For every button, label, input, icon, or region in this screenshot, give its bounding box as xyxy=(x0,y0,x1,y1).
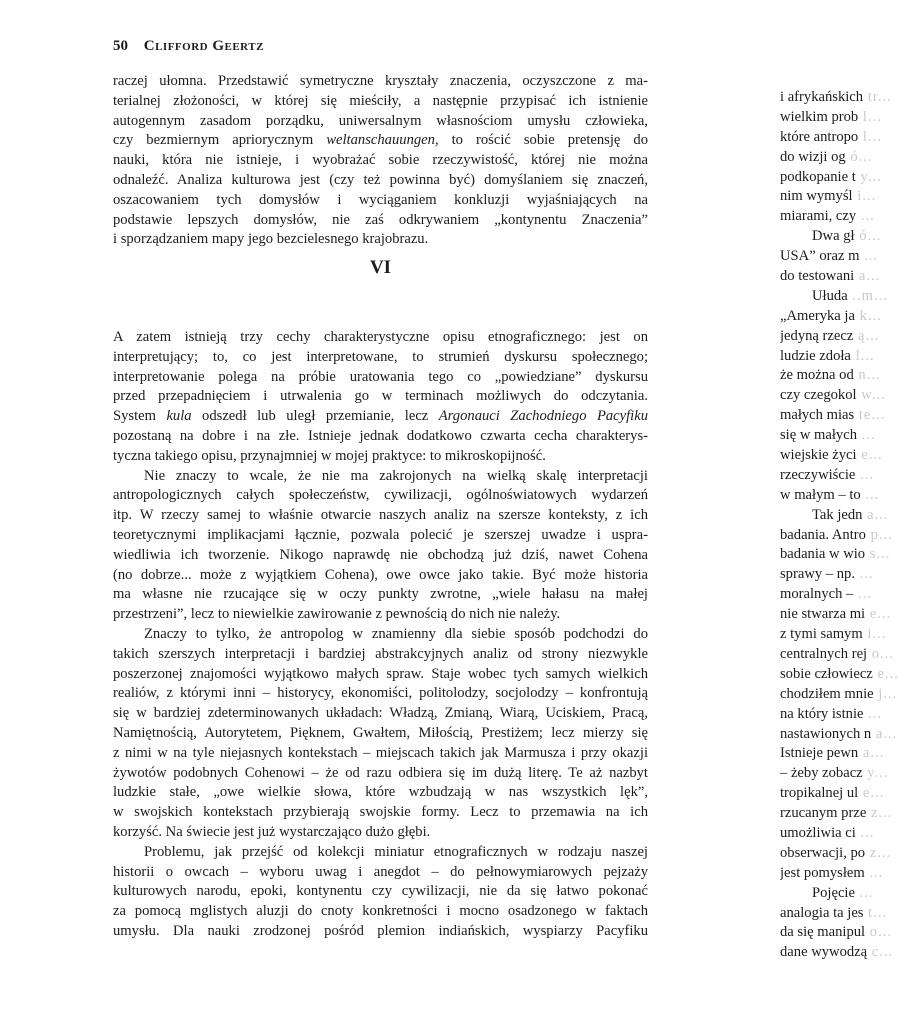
text-segment: z nimi w na tyle niejasnych kontekstach – miejscach takich jak Marmusza i przy okazji xyxy=(113,744,648,761)
text-segment: czy bezmiernym apriorycznym xyxy=(113,132,327,149)
fragment-text: się w małych xyxy=(780,427,858,444)
fragment-cutoff: p... xyxy=(865,526,893,543)
facing-page-fragment xyxy=(780,88,918,963)
text-segment: umysłu. Dla nauki zrodzonej pośród plemion indiańskich, wyspiarzy Pacyfiku xyxy=(113,922,648,939)
fragment-text: Dwa gł xyxy=(812,228,855,245)
text-line xyxy=(113,211,648,231)
text-line xyxy=(113,151,648,171)
fragment-cutoff: ... xyxy=(855,566,874,583)
text-segment: pozostaną na dobre i na złe. Istnieje jednak dodatkowo czwarta cecha charakterys- xyxy=(113,427,648,444)
fragment-text: centralnych rej xyxy=(780,645,868,662)
fragment-cutoff: a... xyxy=(871,725,898,742)
fragment-line xyxy=(780,526,918,546)
fragment-cutoff: w... xyxy=(856,387,886,404)
text-segment: System xyxy=(113,408,167,425)
fragment-text: nastawionych n xyxy=(780,725,872,742)
fragment-cutoff: ... xyxy=(853,586,872,603)
text-segment: oszacowaniem tych domysłów i wyciąganiem konkluzji wyjaśniających na xyxy=(113,191,648,208)
text-segment: kulturowych narodu, epoki, kontynentu czy cywilizacji, nie da się łatwo pokonać xyxy=(113,883,648,900)
text-segment: i sporządzaniem mapy jego bezcielesnego krajobrazu. xyxy=(113,231,429,248)
fragment-text: moralnych – xyxy=(780,586,854,603)
text-line xyxy=(113,585,648,605)
fragment-cutoff: ... xyxy=(863,705,883,722)
text-line xyxy=(113,467,648,487)
fragment-line xyxy=(780,506,918,526)
fragment-cutoff: ó... xyxy=(845,148,873,165)
text-line xyxy=(113,882,648,902)
text-segment: ma własne nie rzucające się w oczy punkty zwrotne, „wiele hałasu na małej xyxy=(113,586,648,603)
text-line xyxy=(113,447,648,467)
fragment-text: rzucanym prze xyxy=(780,805,867,822)
fragment-cutoff: ... xyxy=(859,248,879,265)
text-segment: korzyść. Na świecie jest już wystarczająco dużo głębi. xyxy=(113,823,431,840)
text-line xyxy=(113,863,648,883)
fragment-line xyxy=(780,864,918,884)
fragment-line xyxy=(780,187,918,207)
fragment-cutoff: ą... xyxy=(853,327,880,344)
fragment-line xyxy=(780,645,918,665)
fragment-text: że można od xyxy=(780,367,854,384)
fragment-cutoff: k... xyxy=(854,307,882,324)
paragraph-intro xyxy=(113,72,648,250)
fragment-cutoff: ... xyxy=(855,466,874,483)
fragment-cutoff: a... xyxy=(854,268,881,285)
fragment-line xyxy=(780,446,918,466)
fragment-text: małych mias xyxy=(780,407,855,424)
text-segment: takich szerszych interpretacji i bardziej abstrakcyjnych analiz od strony niezwykle xyxy=(113,645,648,662)
fragment-cutoff: a... xyxy=(862,506,889,523)
text-line xyxy=(113,665,648,685)
text-segment: , to rościć sobie pretensję do xyxy=(434,132,648,149)
fragment-text: podkopanie t xyxy=(780,168,856,185)
fragment-line xyxy=(780,565,918,585)
text-segment: raczej ułomna. Przedstawić symetryczne kryształy znaczenia, oczyszczone z ma- xyxy=(113,73,648,89)
fragment-line xyxy=(780,764,918,784)
text-segment: przed przepadnięciem i utrwalenia go w terminach możliwych do odczytania. xyxy=(113,388,648,405)
fragment-cutoff: e... xyxy=(865,606,892,623)
fragment-cutoff: i... xyxy=(852,188,877,205)
fragment-line xyxy=(780,386,918,406)
fragment-line xyxy=(780,486,918,506)
fragment-line xyxy=(780,267,918,287)
text-segment: Namiętnością, Autorytetem, Pięknem, Gwałtem, Miłością, Prestiżem; lecz mierzy się xyxy=(113,724,648,741)
fragment-text: rzeczywiście xyxy=(780,466,856,483)
fragment-cutoff: ... xyxy=(854,884,874,901)
text-line xyxy=(113,843,648,863)
text-line xyxy=(113,191,648,211)
fragment-line xyxy=(780,665,918,685)
fragment-text: wielkim prob xyxy=(780,108,859,125)
text-line xyxy=(113,171,648,191)
text-line xyxy=(113,645,648,665)
fragment-text: do wizji og xyxy=(780,148,846,165)
fragment-text: w małym – to xyxy=(780,486,861,503)
text-line xyxy=(113,803,648,823)
fragment-text: i afrykańskich xyxy=(780,89,864,105)
fragment-cutoff: e... xyxy=(872,665,899,682)
fragment-text: miarami, czy xyxy=(780,208,857,225)
text-line xyxy=(113,92,648,112)
text-line xyxy=(113,427,648,447)
fragment-line xyxy=(780,108,918,128)
text-line xyxy=(113,407,648,427)
fragment-cutoff: n... xyxy=(853,367,881,384)
fragment-text: tropikalnej ul xyxy=(780,785,859,802)
fragment-text: sprawy – np. xyxy=(780,566,855,583)
fragment-text: z tymi samym xyxy=(780,626,863,643)
fragment-line xyxy=(780,148,918,168)
text-segment: autogennym zasadom porządku, uniwersalnym własnościom umysłu człowieka, xyxy=(113,112,648,129)
fragment-text: analogia ta jes xyxy=(780,904,864,921)
fragment-text: które antropo xyxy=(780,128,859,145)
text-segment: Problemu, jak przejść od kolekcji miniatur etnograficznych w rodzaju naszej xyxy=(144,843,648,860)
text-line xyxy=(113,348,648,368)
text-segment: interpretujący; to, co jest interpretowane, to strumień dyskursu społecznego; xyxy=(113,348,648,365)
fragment-line xyxy=(780,366,918,386)
fragment-text: jest pomysłem xyxy=(780,864,865,881)
text-segment: żywotów podobnych Cohenowi – że od razu odbiera się im dużą literę. Te aż nazbyt xyxy=(113,764,648,781)
fragment-text: wiejskie życi xyxy=(780,447,857,464)
text-segment: historii o owcach – wyboru uwag i anegdot – do pełnowymiarowych pejzaży xyxy=(113,863,648,880)
fragment-text: „Ameryka ja xyxy=(780,307,855,324)
italic-term: kula xyxy=(166,408,192,425)
fragment-line xyxy=(780,347,918,367)
fragment-cutoff: z... xyxy=(865,844,892,861)
text-line xyxy=(113,526,648,546)
fragment-line xyxy=(780,923,918,943)
italic-term: weltanschauungen xyxy=(326,132,435,149)
fragment-text: umożliwia ci xyxy=(780,824,856,841)
fragment-text: dane wywodzą xyxy=(780,944,868,961)
text-segment: realiów, z którymi inni – historycy, ekonomiści, politolodzy, socjolodzy – konfrontują xyxy=(113,685,648,702)
text-segment: podstawie lepszych domysłów, nie zaś odkrywaniem „kontynentu Znaczenia” xyxy=(113,211,648,228)
fragment-line xyxy=(780,128,918,148)
text-line xyxy=(113,387,648,407)
fragment-text: badania w wio xyxy=(780,546,866,563)
fragment-text: da się manipul xyxy=(780,924,866,941)
text-line xyxy=(113,368,648,388)
fragment-text: – żeby zobacz xyxy=(780,765,863,782)
fragment-text: jedyną rzecz xyxy=(780,327,854,344)
fragment-line xyxy=(780,247,918,267)
text-line xyxy=(113,605,648,625)
italic-term: Argonauci Zachodniego Pacyfiku xyxy=(438,408,649,425)
fragment-line xyxy=(780,466,918,486)
fragment-cutoff: o... xyxy=(865,924,893,941)
text-line xyxy=(113,328,648,348)
text-segment: Nie znaczy to wcale, że nie ma zakrojonych na wielką skalę interpretacji xyxy=(144,467,648,484)
text-segment: A zatem istnieją trzy cechy charakterystyczne opisu etnograficznego: jest on xyxy=(113,329,648,345)
text-segment: w swojskich kontekstach przybierają swojskie formy. Lecz to przemawia na ich xyxy=(113,804,648,821)
fragment-text: Pojęcie xyxy=(812,884,855,901)
fragment-line xyxy=(780,307,918,327)
text-segment: antropologicznych całych społeczeństw, cywilizacji, ogólnoświatowych wydarzeń xyxy=(113,487,648,504)
text-segment: poszerzonej znajomości wyjątkowo małych spraw. Staje wobec tych samych wielkich xyxy=(113,665,648,682)
fragment-text: Istnieje pewn xyxy=(780,745,859,762)
fragment-cutoff: ... xyxy=(855,824,875,841)
text-segment: tyczna takiego opisu, przynajmniej w mojej praktyce: to mikroskopijność. xyxy=(113,447,546,464)
fragment-cutoff: tr... xyxy=(863,89,892,105)
section-body xyxy=(113,328,648,942)
fragment-text: Ułuda xyxy=(812,287,848,304)
fragment-line xyxy=(780,844,918,864)
fragment-line xyxy=(780,168,918,188)
text-line xyxy=(113,625,648,645)
fragment-cutoff: j... xyxy=(873,685,898,702)
text-line xyxy=(113,486,648,506)
text-segment: (no dobrze... może z wyjątkiem Cohena), owe owce jako takie. Być może historia xyxy=(113,566,648,583)
fragment-text: obserwacji, po xyxy=(780,844,866,861)
running-header xyxy=(113,38,264,55)
fragment-text: Tak jedn xyxy=(812,506,863,523)
fragment-line xyxy=(780,884,918,904)
page-number: 50 xyxy=(113,38,128,54)
text-segment: się w bardziej zdeterminowanych układach: Władzą, Zmianą, Wiarą, Uciskiem, Pracą, xyxy=(113,705,648,722)
fragment-line xyxy=(780,725,918,745)
running-header-author: Clifford Geertz xyxy=(143,38,264,54)
fragment-cutoff: c... xyxy=(867,944,894,961)
fragment-line xyxy=(780,744,918,764)
text-line xyxy=(113,546,648,566)
text-segment: przestrzeni”, lecz to niewielkie zawirowanie z pewnością do nich nie należy. xyxy=(113,606,561,623)
fragment-cutoff: e... xyxy=(858,785,885,802)
fragment-line xyxy=(780,625,918,645)
fragment-line xyxy=(780,207,918,227)
fragment-cutoff: ..m... xyxy=(847,287,888,304)
fragment-cutoff: ó... xyxy=(854,228,882,245)
fragment-text: USA” oraz m xyxy=(780,248,860,265)
fragment-text: do testowani xyxy=(780,268,855,285)
fragment-line xyxy=(780,287,918,307)
fragment-text: sobie człowiecz xyxy=(780,665,873,682)
fragment-text: nie stwarza mi xyxy=(780,606,866,623)
fragment-cutoff: z... xyxy=(866,805,893,822)
text-line xyxy=(113,506,648,526)
text-line xyxy=(113,112,648,132)
fragment-line xyxy=(780,585,918,605)
fragment-line xyxy=(780,605,918,625)
text-line xyxy=(113,724,648,744)
text-segment: nauki, która nie istnieje, i wyobrażać sobie rzeczywistość, której nie można xyxy=(113,152,648,169)
fragment-cutoff: te... xyxy=(854,407,886,424)
fragment-cutoff: s... xyxy=(865,546,891,563)
text-line xyxy=(113,230,648,250)
text-line xyxy=(113,764,648,784)
fragment-cutoff: l... xyxy=(850,347,875,364)
text-segment: odnaleźć. Analiza kulturowa jest (czy też powinna być) domyślaniem się znaczeń, xyxy=(113,171,648,188)
fragment-cutoff: l... xyxy=(858,108,882,125)
fragment-cutoff: a... xyxy=(858,745,885,762)
text-line xyxy=(113,902,648,922)
fragment-line xyxy=(780,824,918,844)
fragment-cutoff: l... xyxy=(858,128,882,145)
fragment-line xyxy=(780,904,918,924)
fragment-cutoff: i... xyxy=(862,626,887,643)
fragment-line xyxy=(780,943,918,963)
fragment-text: ludzie zdoła xyxy=(780,347,851,364)
fragment-text: chodziłem mnie xyxy=(780,685,874,702)
text-segment: terialnej złożoności, w której się mieściły, a następnie przypisać ich istnienie xyxy=(113,92,648,109)
text-segment: itp. W rzeczy samej to właśnie otwarcie naszych analiz na szersze konteksty, z ich xyxy=(113,507,648,524)
section-heading: VI xyxy=(369,257,392,278)
fragment-line xyxy=(780,705,918,725)
fragment-line xyxy=(780,784,918,804)
text-segment: wiedliwia ich tworzenie. Nikogo naprawdę nie obchodzą już dziś, nawet Cohena xyxy=(113,546,648,563)
text-line xyxy=(113,566,648,586)
text-line xyxy=(113,684,648,704)
fragment-line xyxy=(780,406,918,426)
fragment-cutoff: ... xyxy=(857,427,876,444)
text-line xyxy=(113,131,648,151)
fragment-cutoff: y... xyxy=(855,168,882,185)
fragment-line xyxy=(780,327,918,347)
text-line xyxy=(113,823,648,843)
fragment-cutoff: t... xyxy=(863,904,888,921)
fragment-cutoff: e... xyxy=(856,447,883,464)
text-segment: Znaczy to tylko, że antropolog w znamienny dla siebie sposób podchodzi do xyxy=(144,625,648,642)
fragment-line xyxy=(780,804,918,824)
fragment-cutoff: ... xyxy=(856,208,875,225)
text-line xyxy=(113,744,648,764)
fragment-cutoff: y... xyxy=(862,765,889,782)
fragment-line xyxy=(780,227,918,247)
text-segment: ludzkie stałe, „owe wielkie słowa, które wzbudzają w nas wszystkich lęk”, xyxy=(113,784,648,801)
text-segment: za pomocą mglistych aluzji do cnoty konkretności i mocno osadzonego w faktach xyxy=(113,903,648,920)
fragment-cutoff: ... xyxy=(860,486,880,503)
fragment-text: badania. Antro xyxy=(780,526,866,543)
fragment-line xyxy=(780,685,918,705)
text-line xyxy=(113,922,648,942)
fragment-text: nim wymyśl xyxy=(780,188,853,205)
text-line xyxy=(113,783,648,803)
fragment-cutoff: ... xyxy=(864,864,884,881)
fragment-line xyxy=(780,545,918,565)
text-line xyxy=(113,704,648,724)
fragment-line xyxy=(780,426,918,446)
text-line xyxy=(113,72,648,92)
fragment-text: czy czegokol xyxy=(780,387,857,404)
fragment-cutoff: o... xyxy=(867,645,894,662)
text-segment: teoretycznymi implikacjami łącznie, pozwala polecić je szerszej uwadze i uspra- xyxy=(113,526,648,543)
text-segment: odszedł lub uległ przemianie, lecz xyxy=(191,408,439,425)
fragment-line xyxy=(780,88,918,108)
text-segment: interpretowanie polega na próbie uratowania tego co „powiedziane” dyskursu xyxy=(113,368,648,385)
fragment-text: na który istnie xyxy=(780,705,864,722)
